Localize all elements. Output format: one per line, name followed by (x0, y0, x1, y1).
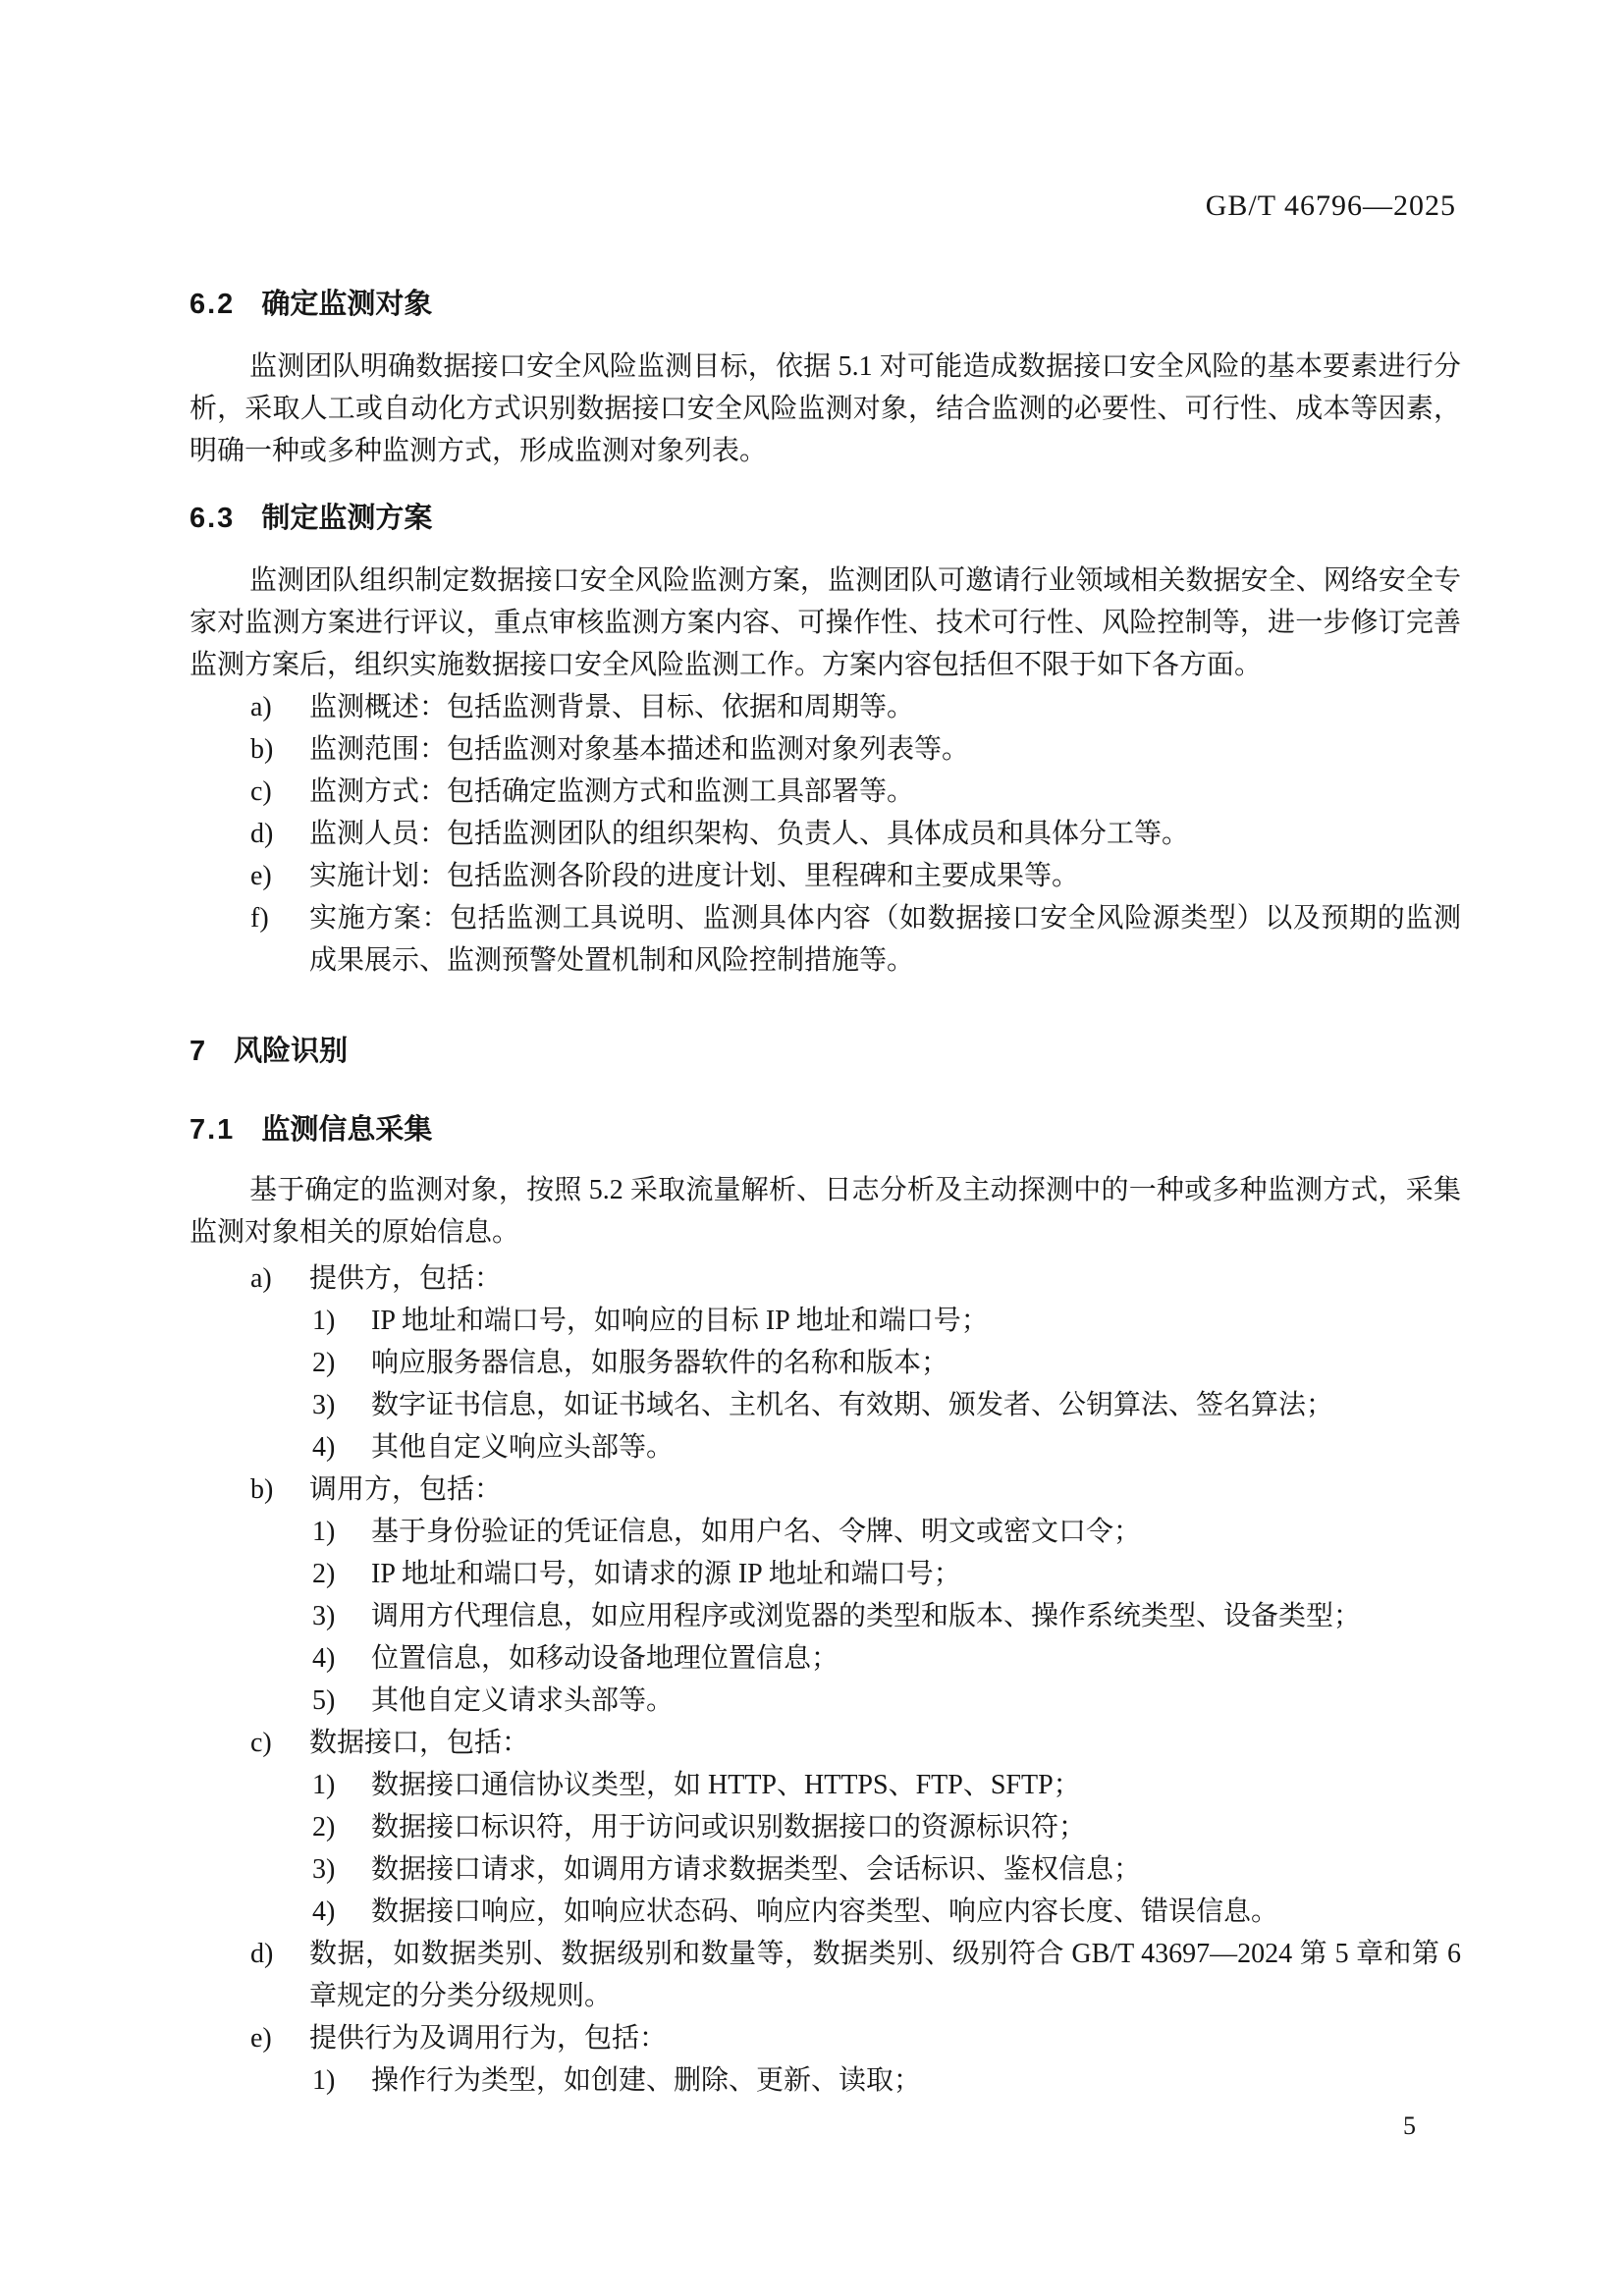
section-6-2-paragraph: 监测团队明确数据接口安全风险监测目标，依据 5.1 对可能造成数据接口安全风险的基本要素进行分析，采取人工或自动化方式识别数据接口安全风险监测对象，结合监测的必要性、可行性、成本等因素，明确一种或多种监测方式，形成监测对象列表。 (189, 351, 1461, 466)
sub-item-text: 基于身份验证的凭证信息，如用户名、令牌、明文或密文口令； (371, 1517, 1142, 1547)
sub-item-marker: 4) (312, 1643, 336, 1674)
sub-item-marker: 3) (312, 1854, 336, 1885)
list-item-marker: b) (250, 1474, 274, 1505)
sub-item-text: 数据接口通信协议类型，如 HTTP、HTTPS、FTP、SFTP； (371, 1770, 1081, 1800)
list-item-text: 监测人员：包括监测团队的组织架构、负责人、具体成员和具体分工等。 (309, 819, 1190, 849)
section-6-2-number: 6.2 (189, 289, 236, 320)
sub-item-text: 位置信息，如移动设备地理位置信息； (371, 1643, 839, 1674)
list-item-marker: e) (250, 2023, 272, 2054)
sub-item-text: 调用方代理信息，如应用程序或浏览器的类型和版本、操作系统类型、设备类型； (371, 1601, 1362, 1631)
list-item (189, 1468, 1461, 1511)
list-item-marker: f) (250, 903, 269, 934)
sub-list-item (189, 1300, 1461, 1342)
page-number: 5 (1403, 2111, 1416, 2140)
sub-list-item (189, 1680, 1461, 1722)
sub-item-text: 其他自定义响应头部等。 (371, 1432, 675, 1463)
section-7-1-title: 监测信息采集 (261, 1114, 433, 1146)
sub-list-item (189, 1426, 1461, 1468)
list-item-text: 监测方式：包括确定监测方式和监测工具部署等。 (309, 776, 915, 807)
list-item-marker: a) (250, 692, 272, 722)
sub-item-text: 数字证书信息，如证书域名、主机名、有效期、颁发者、公钥算法、签名算法； (371, 1390, 1334, 1420)
section-6-3-list (189, 686, 1461, 982)
sub-item-marker: 3) (312, 1601, 336, 1631)
sub-list-item (189, 1764, 1461, 1806)
list-item (189, 1933, 1461, 2017)
sub-item-marker: 4) (312, 1432, 336, 1463)
sub-list-item (189, 1637, 1461, 1680)
list-item (189, 1722, 1461, 1764)
sub-item-text: 数据接口响应，如响应状态码、响应内容类型、响应内容长度、错误信息。 (371, 1896, 1279, 1927)
section-7-1-list (189, 1257, 1461, 2102)
sub-item-marker: 1) (312, 1770, 336, 1800)
sub-item-text: 数据接口标识符，用于访问或识别数据接口的资源标识符； (371, 1812, 1087, 1842)
list-item (189, 813, 1461, 855)
sub-item-marker: 1) (312, 2065, 336, 2096)
list-item-marker: d) (250, 1939, 274, 1969)
list-item-text: 监测范围：包括监测对象基本描述和监测对象列表等。 (309, 734, 970, 765)
list-item (189, 855, 1461, 897)
sub-item-text: 响应服务器信息，如服务器软件的名称和版本； (371, 1348, 949, 1378)
list-item (189, 2017, 1461, 2059)
sub-item-marker: 3) (312, 1390, 336, 1420)
sub-item-marker: 1) (312, 1306, 336, 1336)
list-item-marker: a) (250, 1263, 272, 1294)
section-6-2-title: 确定监测对象 (261, 289, 433, 320)
chapter-7-heading (189, 1034, 348, 1069)
list-item-text: 实施方案：包括监测工具说明、监测具体内容（如数据接口安全风险源类型）以及预期的监测成果展示、监测预警处置机制和风险控制措施等。 (309, 903, 1461, 976)
list-item-text: 提供行为及调用行为，包括： (309, 2023, 668, 2054)
chapter-7-title: 风险识别 (234, 1036, 349, 1067)
sub-list-item (189, 2059, 1461, 2102)
sub-item-text: 数据接口请求，如调用方请求数据类型、会话标识、鉴权信息； (371, 1854, 1142, 1885)
section-6-3-title: 制定监测方案 (261, 503, 433, 534)
sub-list-item (189, 1553, 1461, 1595)
section-6-3-paragraph: 监测团队组织制定数据接口安全风险监测方案，监测团队可邀请行业领域相关数据安全、网络安全专家对监测方案进行评议，重点审核监测方案内容、可操作性、技术可行性、风险控制等，进一步修订完善监测方案后，组织实施数据接口安全风险监测工作。方案内容包括但不限于如下各方面。 (189, 565, 1461, 680)
sub-list-item (189, 1595, 1461, 1637)
list-item-text: 调用方，包括： (309, 1474, 503, 1505)
list-item (189, 728, 1461, 771)
sub-item-text: 操作行为类型，如创建、删除、更新、读取； (371, 2065, 922, 2096)
list-item-text: 数据接口，包括： (309, 1728, 530, 1758)
list-item-text: 数据，如数据类别、数据级别和数量等，数据类别、级别符合 GB/T 43697—2024 第 5 章和第 6 章规定的分类分级规则。 (309, 1939, 1461, 2011)
sub-list-item (189, 1891, 1461, 1933)
section-7-1-number: 7.1 (189, 1114, 236, 1146)
list-item-text: 提供方，包括： (309, 1263, 503, 1294)
sub-item-text: IP 地址和端口号，如响应的目标 IP 地址和端口号； (371, 1306, 989, 1336)
sub-item-text: 其他自定义请求头部等。 (371, 1685, 675, 1716)
sub-item-marker: 1) (312, 1517, 336, 1547)
list-item-marker: d) (250, 819, 274, 849)
chapter-7-number: 7 (189, 1036, 208, 1067)
list-item-marker: b) (250, 734, 274, 765)
section-6-2-heading (189, 287, 432, 322)
list-item (189, 686, 1461, 728)
section-6-3-heading (189, 501, 432, 536)
sub-list-item (189, 1342, 1461, 1384)
section-7-1-paragraph: 基于确定的监测对象，按照 5.2 采取流量解析、日志分析及主动探测中的一种或多种监测方式，采集监测对象相关的原始信息。 (189, 1175, 1461, 1248)
standard-code-header: GB/T 46796—2025 (1205, 189, 1456, 222)
list-item-marker: e) (250, 861, 272, 891)
sub-item-text: IP 地址和端口号，如请求的源 IP 地址和端口号； (371, 1559, 961, 1589)
list-item (189, 897, 1461, 982)
list-item-marker: c) (250, 1728, 272, 1758)
sub-list-item (189, 1848, 1461, 1891)
sub-item-marker: 2) (312, 1348, 336, 1378)
section-7-1-heading (189, 1112, 432, 1148)
list-item-text: 监测概述：包括监测背景、目标、依据和周期等。 (309, 692, 915, 722)
sub-list-item (189, 1806, 1461, 1848)
sub-list-item (189, 1511, 1461, 1553)
list-item (189, 1257, 1461, 1300)
list-item-text: 实施计划：包括监测各阶段的进度计划、里程碑和主要成果等。 (309, 861, 1080, 891)
sub-list-item (189, 1384, 1461, 1426)
list-item (189, 771, 1461, 813)
sub-item-marker: 5) (312, 1685, 336, 1716)
sub-item-marker: 2) (312, 1559, 336, 1589)
list-item-marker: c) (250, 776, 272, 807)
section-6-3-number: 6.3 (189, 503, 236, 534)
sub-item-marker: 4) (312, 1896, 336, 1927)
sub-item-marker: 2) (312, 1812, 336, 1842)
